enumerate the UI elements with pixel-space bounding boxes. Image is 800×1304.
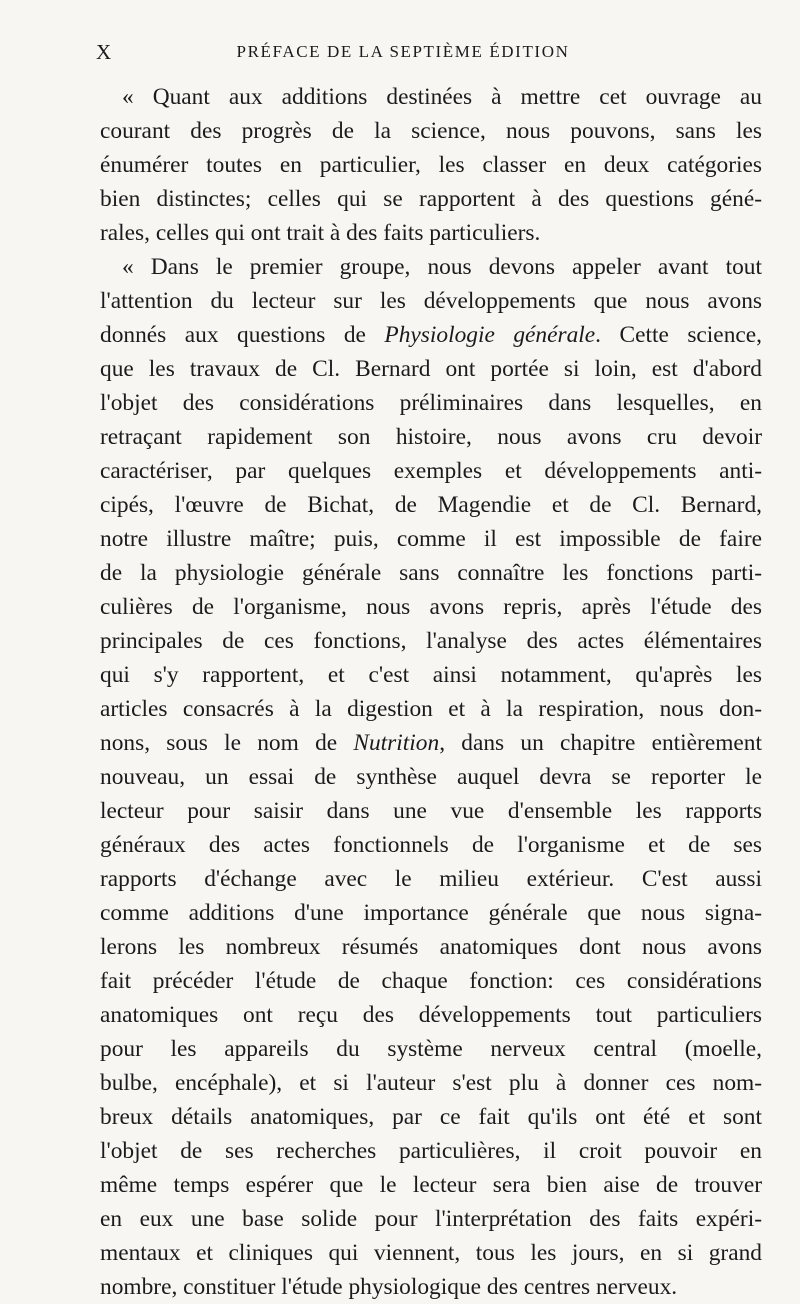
text-segment: donnés aux questions de xyxy=(100,322,385,348)
text-segment: rales, celles qui ont trait à des faits particuliers. xyxy=(100,220,541,246)
italic-term: Physiologie générale xyxy=(384,322,596,348)
text-line xyxy=(100,692,762,726)
text-segment: nouveau, un essai de synthèse auquel devra se reporter le xyxy=(100,764,762,790)
text-line xyxy=(100,828,762,862)
text-line xyxy=(100,794,762,828)
text-segment: généraux des actes fonctionnels de l'organisme et de ses xyxy=(100,832,762,858)
text-line xyxy=(100,726,762,760)
page-number: X xyxy=(96,40,113,64)
text-segment: lerons les nombreux résumés anatomiques dont nous avons xyxy=(100,934,762,960)
text-line xyxy=(100,590,762,624)
text-segment: retraçant rapidement son histoire, nous avons cru devoir xyxy=(100,424,762,450)
text-line xyxy=(100,522,762,556)
text-line xyxy=(100,148,762,182)
text-line xyxy=(100,216,762,250)
text-segment: . Cette science, xyxy=(595,322,762,348)
text-line xyxy=(100,182,762,216)
text-segment: bien distinctes; celles qui se rapportent à des questions géné- xyxy=(100,186,762,212)
text-line xyxy=(100,284,762,318)
text-line xyxy=(100,352,762,386)
text-line xyxy=(100,1270,762,1304)
text-segment: anatomiques ont reçu des développements tout particuliers xyxy=(100,1002,762,1028)
paragraph xyxy=(100,250,762,1304)
text-line xyxy=(100,386,762,420)
text-segment: nons, sous le nom de xyxy=(100,730,354,756)
text-segment: comme additions d'une importance générale que nous signa- xyxy=(100,900,762,926)
text-line xyxy=(100,658,762,692)
text-segment: même temps espérer que le lecteur sera bien aise de trouver xyxy=(100,1172,762,1198)
text-line xyxy=(100,624,762,658)
text-line xyxy=(100,862,762,896)
text-line xyxy=(100,1134,762,1168)
text-segment: bulbe, encéphale), et si l'auteur s'est plu à donner ces nom- xyxy=(100,1070,762,1096)
text-line xyxy=(100,556,762,590)
text-line xyxy=(100,1236,762,1270)
text-segment: mentaux et cliniques qui viennent, tous les jours, en si grand xyxy=(100,1240,762,1266)
text-segment: de la physiologie générale sans connaître les fonctions parti- xyxy=(100,560,762,586)
paragraph xyxy=(100,80,762,250)
text-line xyxy=(100,930,762,964)
text-line xyxy=(100,1168,762,1202)
text-segment: fait précéder l'étude de chaque fonction: ces considérations xyxy=(100,968,762,994)
text-segment: qui s'y rapportent, et c'est ainsi notamment, qu'après les xyxy=(100,662,762,688)
text-segment: principales de ces fonctions, l'analyse des actes élémentaires xyxy=(100,628,762,654)
text-segment: l'objet des considérations préliminaires dans lesquelles, en xyxy=(100,390,762,416)
text-segment: courant des progrès de la science, nous pouvons, sans les xyxy=(100,118,762,144)
text-line xyxy=(100,114,762,148)
text-line xyxy=(100,454,762,488)
text-line xyxy=(100,250,762,284)
text-segment: breux détails anatomiques, par ce fait qu'ils ont été et sont xyxy=(100,1104,762,1130)
text-segment: énumérer toutes en particulier, les classer en deux catégories xyxy=(100,152,762,178)
text-line xyxy=(100,760,762,794)
text-segment: culières de l'organisme, nous avons repris, après l'étude des xyxy=(100,594,762,620)
body-text xyxy=(100,80,762,1304)
text-segment: « Quant aux additions destinées à mettre cet ouvrage au xyxy=(122,84,762,110)
text-line xyxy=(100,488,762,522)
text-line xyxy=(100,896,762,930)
text-segment: caractériser, par quelques exemples et développements anti- xyxy=(100,458,762,484)
text-line xyxy=(100,1100,762,1134)
running-title: PRÉFACE DE LA SEPTIÈME ÉDITION xyxy=(236,42,570,61)
text-segment: nombre, constituer l'étude physiologique des centres nerveux. xyxy=(100,1274,678,1300)
text-segment: en eux une base solide pour l'interprétation des faits expéri- xyxy=(100,1206,762,1232)
text-line xyxy=(100,318,762,352)
text-line xyxy=(100,998,762,1032)
text-line xyxy=(100,420,762,454)
text-segment: l'objet de ses recherches particulières, il croit pouvoir en xyxy=(100,1138,762,1164)
text-segment: cipés, l'œuvre de Bichat, de Magendie et de Cl. Bernard, xyxy=(100,492,762,518)
italic-term: Nutrition xyxy=(353,730,440,756)
text-segment: , dans un chapitre entièrement xyxy=(439,730,762,756)
text-line xyxy=(100,1066,762,1100)
text-line xyxy=(100,1032,762,1066)
text-segment: « Dans le premier groupe, nous devons appeler avant tout xyxy=(122,254,762,280)
text-line xyxy=(100,80,762,114)
text-segment: rapports d'échange avec le milieu extérieur. C'est aussi xyxy=(100,866,762,892)
text-line xyxy=(100,964,762,998)
text-segment: notre illustre maître; puis, comme il est impossible de faire xyxy=(100,526,762,552)
running-head xyxy=(96,40,710,70)
text-segment: l'attention du lecteur sur les développements que nous avons xyxy=(100,288,762,314)
text-segment: que les travaux de Cl. Bernard ont portée si loin, est d'abord xyxy=(100,356,762,382)
text-segment: lecteur pour saisir dans une vue d'ensemble les rapports xyxy=(100,798,762,824)
text-segment: pour les appareils du système nerveux central (moelle, xyxy=(100,1036,762,1062)
text-line xyxy=(100,1202,762,1236)
text-segment: articles consacrés à la digestion et à la respiration, nous don- xyxy=(100,696,762,722)
